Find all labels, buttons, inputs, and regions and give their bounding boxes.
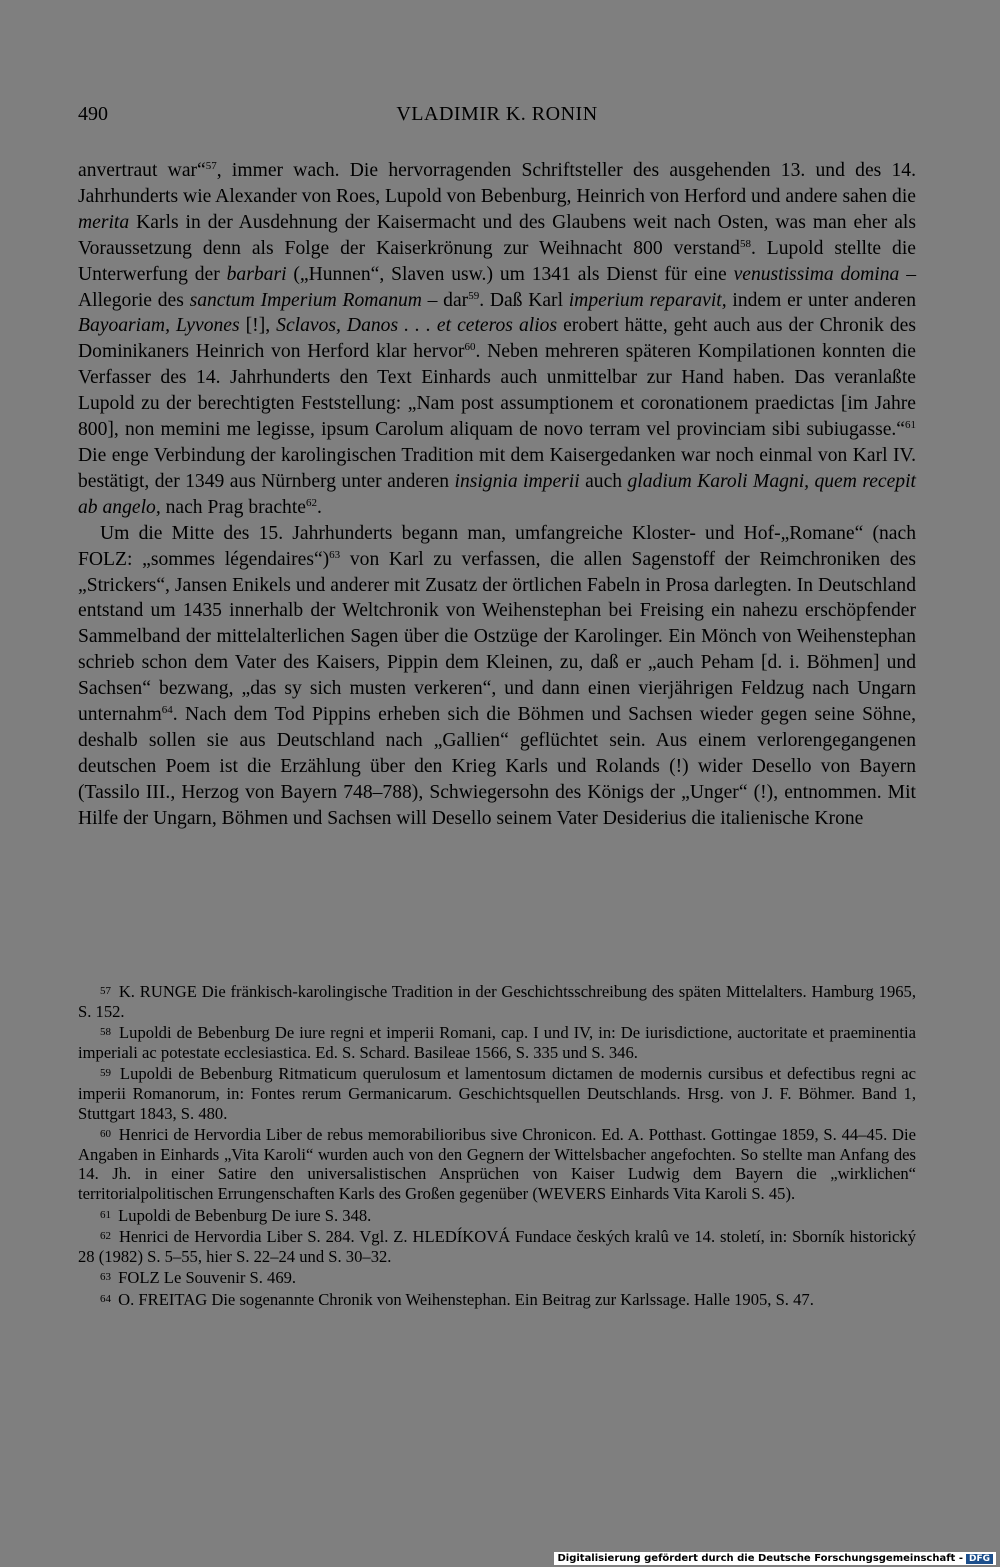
text-run: Lupoldi de Bebenburg De iure regni et imperii Romani, cap. I und IV, in: De iurisdictione, auctoritate et praeminentia imperiali ac potestate ecclesiastica. Ed. S. Schard. Basileae 1566, S. 335 und S. 346. bbox=[78, 1023, 916, 1062]
footnote-ref[interactable]: 61 bbox=[905, 419, 916, 432]
text-run: auch bbox=[579, 470, 628, 492]
italic-text: sanctum Imperium Romanum bbox=[189, 289, 422, 311]
smallcaps-text: EVERS bbox=[553, 1183, 607, 1203]
footnote-57 bbox=[78, 982, 916, 1021]
dfg-logo-icon: DFG bbox=[966, 1554, 993, 1564]
footnote-61 bbox=[78, 1206, 916, 1226]
text-run: Karls in der Ausdehnung der Kaisermacht und des Glaubens weit nach Osten, was man eher als Voraussetzung denn als Folge der Kaiserkrönung zur Weihnacht 800 verstand bbox=[78, 211, 916, 259]
text-run: . Nach dem Tod Pippins erheben sich die Böhmen und Sachsen wieder gegen seine Söhne, deshalb sollen sie aus Deutschland nach „Gallien“ geflüchtet sein. Aus einem verlorengegangenen deutschen Poem ist die Erzählung über den Krieg Karls und Rolands (!) wider Desello von Bayern (Tassilo III., Herzog von Bayern 748–788), Schwiegersohn des Königs der „Unger“ (!), entnommen. Mit Hilfe der Ungarn, Böhmen und Sachsen will Desello seinem Vater Desiderius die italienische Krone bbox=[78, 704, 916, 829]
text-run: Die enge Verbindung der karolingischen Tradition mit dem Kaisergedanken war noch einmal von Karl IV. bestätigt, der 1349 aus Nürnberg unter anderen bbox=[78, 444, 916, 492]
footnote-ref[interactable]: 58 bbox=[739, 237, 751, 250]
footnote-number: 57 bbox=[100, 985, 111, 997]
italic-text: barbari bbox=[226, 263, 287, 285]
footnote-62 bbox=[78, 1227, 916, 1266]
footnote-58 bbox=[78, 1023, 916, 1062]
text-run: . Neben mehreren späteren Kompilationen konnten die Verfasser des 14. Jahrhunderts den Text Einhards auch unmittelbar zur Hand haben. Das veranlaßte Lupold zu der berechtigten Feststellung: „Nam post assumptionem et coronationem praedictas [im Jahre 800], non memini me legisse, ipsum Carolum aliquam de novo terram vel provinciam sibi subiugasse.“ bbox=[78, 341, 916, 441]
body-text bbox=[78, 158, 916, 832]
footnote-ref[interactable]: 59 bbox=[468, 289, 480, 302]
italic-text: insignia imperii bbox=[454, 470, 580, 492]
page-header bbox=[78, 103, 916, 133]
footnote-ref[interactable]: 62 bbox=[305, 496, 317, 509]
paragraph-2 bbox=[78, 521, 916, 832]
footnote-number: 62 bbox=[100, 1230, 111, 1243]
italic-text: Sclavos, Danos . . . et ceteros alios bbox=[276, 315, 558, 337]
italic-text: imperium reparavit, bbox=[568, 289, 727, 311]
text-run: Die fränkisch-karolingische Tradition in der Geschichtsschreibung des späten Mittelalters. Hamburg 1965, S. 152. bbox=[78, 982, 916, 1021]
paragraph-1 bbox=[78, 158, 916, 521]
dfg-funding-notice[interactable] bbox=[554, 1552, 996, 1565]
text-run: nach Prag brachte bbox=[160, 496, 306, 518]
footnote-60 bbox=[78, 1125, 916, 1203]
text-run: [!], bbox=[239, 315, 277, 337]
footnote-number: 64 bbox=[100, 1292, 111, 1305]
text-run: von Karl zu verfassen, die allen Sagenstoff der Reimchroniken des „Strickers“, Jansen Enikels und anderer mit Zusatz der örtlichen Fabeln in Prosa darlegten. In Deutschland entstand um 1435 innerhalb der Weltchronik von Weihenstephan bei Freising ein nahezu erschöpfender Sammelband der mittelalterlichen Sagen über die Ostzüge der Karolinger. Ein Mönch von Weihenstephan schrieb schon dem Vater des Kaisers, Pippin dem Kleinen, zu, daß er „auch Peham [d. i. Böhmen] und Sachsen“ bezwang, „das sy sich musten verkeren“, und dann einen vierjährigen Feldzug nach Ungarn unternahm bbox=[78, 548, 916, 726]
footnote-ref[interactable]: 63 bbox=[329, 548, 341, 561]
running-head-smallcaps: ONIN bbox=[545, 103, 598, 125]
text-run: F bbox=[114, 1268, 128, 1288]
running-head-initial: K. R bbox=[505, 103, 546, 125]
text-run: . Lupold stellte die Unterwerfung der bbox=[78, 237, 916, 285]
smallcaps-text: OLZ bbox=[88, 548, 127, 570]
text-run: – Allegorie des bbox=[78, 263, 916, 311]
text-run: . Daß Karl bbox=[479, 289, 569, 311]
text-run: Henrici de Hervordia Liber S. 284. Vgl. Z. H bbox=[114, 1227, 425, 1247]
italic-text: gladium Karoli Magni, quem recepit ab angelo, bbox=[78, 470, 916, 518]
text-run: Einhards Vita Karoli S. 45). bbox=[606, 1183, 796, 1203]
text-run: erobert hätte, geht auch aus der Chronik des Dominikaners Heinrich von Herford klar hervor bbox=[78, 315, 916, 363]
smallcaps-text: OLZ bbox=[127, 1268, 160, 1288]
text-run: („Hunnen“, Slaven usw.) um 1341 als Dienst für eine bbox=[286, 263, 734, 285]
text-run: Die sogenannte Chronik von Weihenstephan. Ein Beitrag zur Karlssage. Halle 1905, S. 47. bbox=[207, 1289, 814, 1309]
text-run: indem er unter anderen bbox=[726, 289, 916, 311]
footnote-ref[interactable]: 60 bbox=[464, 341, 476, 354]
text-run: Lupoldi de Bebenburg De iure S. 348. bbox=[114, 1205, 372, 1225]
running-head bbox=[78, 103, 916, 126]
footnote-number: 59 bbox=[100, 1067, 111, 1080]
footnote-ref[interactable]: 64 bbox=[161, 704, 173, 717]
italic-text: merita bbox=[78, 211, 130, 233]
smallcaps-text: REITAG bbox=[147, 1289, 208, 1309]
footnote-number: 60 bbox=[100, 1128, 111, 1141]
footnote-number: 61 bbox=[100, 1208, 111, 1221]
text-run: – dar bbox=[421, 289, 469, 311]
text-run: anvertraut war“ bbox=[78, 160, 206, 181]
footnote-64 bbox=[78, 1290, 916, 1310]
footnote-59 bbox=[78, 1064, 916, 1123]
footnote-63 bbox=[78, 1268, 916, 1288]
text-run: Le Souvenir S. 469. bbox=[159, 1268, 297, 1288]
page-number: 490 bbox=[78, 103, 108, 125]
text-run: . bbox=[316, 496, 322, 518]
footnote-number: 63 bbox=[100, 1271, 111, 1284]
italic-text: Bayoariam, Lyvones bbox=[78, 315, 240, 337]
text-run: , immer wach. Die hervorragenden Schriftsteller des ausgehenden 13. und des 14. Jahrhunderts wie Alexander von Roes, Lupold von Bebenburg, Heinrich von Herford und andere sahen die bbox=[78, 160, 917, 207]
running-head-initial: V bbox=[396, 103, 412, 125]
running-head-smallcaps: LADIMIR bbox=[411, 103, 501, 125]
funding-text: Digitalisierung gefördert durch die Deutsche Forschungsgemeinschaft - bbox=[557, 1553, 963, 1564]
text-run: Um die Mitte des 15. Jahrhunderts begann man, umfangreiche Kloster- und Hof-„Romane“ (nach F bbox=[78, 522, 916, 570]
footnote-ref[interactable]: 57 bbox=[205, 160, 217, 172]
text-run: Henrici de Hervordia Liber de rebus memorabilioribus sive Chronicon. Ed. A. Potthast. Gottingae 1859, S. 44–45. Die Angaben in Einhards „Vita Karoli“ wurden auch von den Gegnern der Wittelsbacher angefochten. So stellte man Anfang des 14. Jh. in einer Satire den universalistischen Ansprüchen von Kaiser Ludwig dem Bayern die „wirklichen“ territorialpolitischen Errungenschaften Karls des Großen gegenüber (W bbox=[78, 1125, 916, 1203]
text-run: O. F bbox=[114, 1289, 148, 1309]
text-run: Lupoldi de Bebenburg Ritmaticum querulosum et lamentosum dictamen de modernis cursibus et defectibus regni ac imperii Romanorum, in: Fontes rerum Germanicarum. Geschichtsquellen Deutschlands. Hrsg. von J. F. Böhmer. Band 1, Stuttgart 1843, S. 480. bbox=[78, 1064, 916, 1123]
text-run: K. R bbox=[114, 982, 151, 1001]
smallcaps-text: UNGE bbox=[150, 982, 197, 1001]
footnote-number: 58 bbox=[100, 1026, 111, 1039]
smallcaps-text: LEDÍKOVÁ bbox=[424, 1227, 511, 1247]
text-run: : „sommes légendaires“) bbox=[127, 548, 330, 570]
italic-text: venustissima domina bbox=[733, 263, 900, 285]
text-run: Fundace českých kralû ve 14. století, in: Sborník historický 28 (1982) S. 5–55, hier S. 22–24 und S. 30–32. bbox=[78, 1227, 916, 1266]
footnotes bbox=[78, 982, 916, 1312]
